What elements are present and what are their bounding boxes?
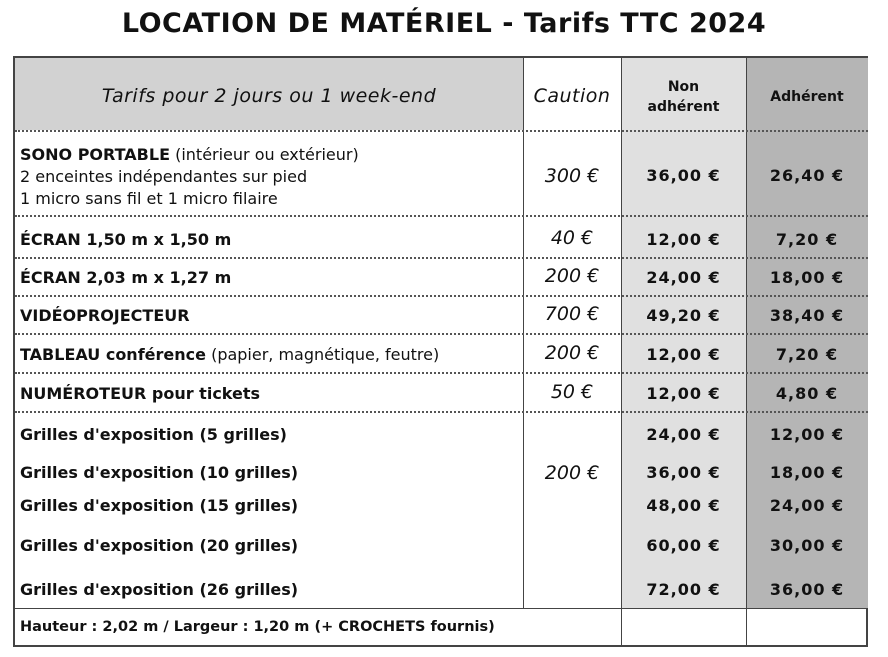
item-name: NUMÉROTEUR pour tickets	[20, 384, 261, 403]
item-name: ÉCRAN 1,50 m x 1,50 m	[20, 230, 232, 249]
item-detail: (papier, magnétique, feutre)	[205, 345, 440, 364]
caution-value: 200 €	[544, 342, 600, 364]
row-tableau	[20, 345, 439, 365]
non-adherent-price: 12,00 €	[646, 384, 721, 403]
item-name: VIDÉOPROJECTEUR	[20, 306, 190, 325]
caution-value: 700 €	[544, 303, 600, 325]
grilles-footer: Hauteur : 2,02 m / Largeur : 1,20 m (+ CROCHETS fournis)	[20, 619, 495, 635]
non-adherent-price: 24,00 €	[646, 425, 721, 444]
grilles-label: Grilles d'exposition (20 grilles)	[20, 536, 299, 555]
adherent-price: 4,80 €	[775, 384, 839, 403]
caution-value: 40 €	[550, 227, 594, 249]
adherent-price: 26,40 €	[769, 166, 845, 185]
price-table	[13, 56, 868, 647]
row-sono-line1	[20, 145, 359, 165]
adherent-price: 7,20 €	[775, 345, 839, 364]
adherent-price: 18,00 €	[769, 463, 845, 482]
adherent-price: 36,00 €	[769, 580, 845, 599]
adherent-price: 24,00 €	[769, 496, 845, 515]
row-sono-line2: 2 enceintes indépendantes sur pied	[20, 167, 308, 186]
header-non-adherent-2: adhérent	[647, 99, 720, 115]
adherent-price: 30,00 €	[769, 536, 845, 555]
item-name: SONO PORTABLE	[20, 145, 170, 164]
non-adherent-price: 72,00 €	[646, 580, 721, 599]
adherent-price: 7,20 €	[775, 230, 839, 249]
adherent-price: 38,40 €	[769, 306, 845, 325]
item-name: ÉCRAN 2,03 m x 1,27 m	[20, 268, 232, 287]
grilles-label: Grilles d'exposition (5 grilles)	[20, 425, 287, 444]
caution-value: 200 €	[544, 265, 600, 287]
non-adherent-price: 36,00 €	[646, 463, 721, 482]
non-adherent-price: 24,00 €	[646, 268, 721, 287]
non-adherent-price: 36,00 €	[646, 166, 721, 185]
grilles-label: Grilles d'exposition (10 grilles)	[20, 463, 299, 482]
non-adherent-price: 12,00 €	[646, 345, 721, 364]
row-sono-line3: 1 micro sans fil et 1 micro filaire	[20, 189, 278, 208]
grilles-caution: 200 €	[544, 462, 600, 484]
adherent-price: 12,00 €	[769, 425, 845, 444]
non-adherent-price: 49,20 €	[646, 306, 721, 325]
page-title: LOCATION DE MATÉRIEL - Tarifs TTC 2024	[121, 8, 767, 39]
grilles-label: Grilles d'exposition (26 grilles)	[20, 580, 299, 599]
non-adherent-price: 60,00 €	[646, 536, 721, 555]
header-caution: Caution	[533, 85, 611, 107]
adherent-price: 18,00 €	[769, 268, 845, 287]
grilles-label: Grilles d'exposition (15 grilles)	[20, 496, 299, 515]
non-adherent-price: 48,00 €	[646, 496, 721, 515]
header-adherent: Adhérent	[770, 89, 844, 105]
header-tarifs: Tarifs pour 2 jours ou 1 week-end	[101, 85, 437, 107]
header-non-adherent-1: Non	[667, 79, 700, 95]
item-name: TABLEAU conférence	[20, 345, 206, 364]
caution-value: 300 €	[544, 165, 600, 187]
caution-value: 50 €	[550, 381, 594, 403]
non-adherent-price: 12,00 €	[646, 230, 721, 249]
item-detail: (intérieur ou extérieur)	[170, 145, 359, 164]
